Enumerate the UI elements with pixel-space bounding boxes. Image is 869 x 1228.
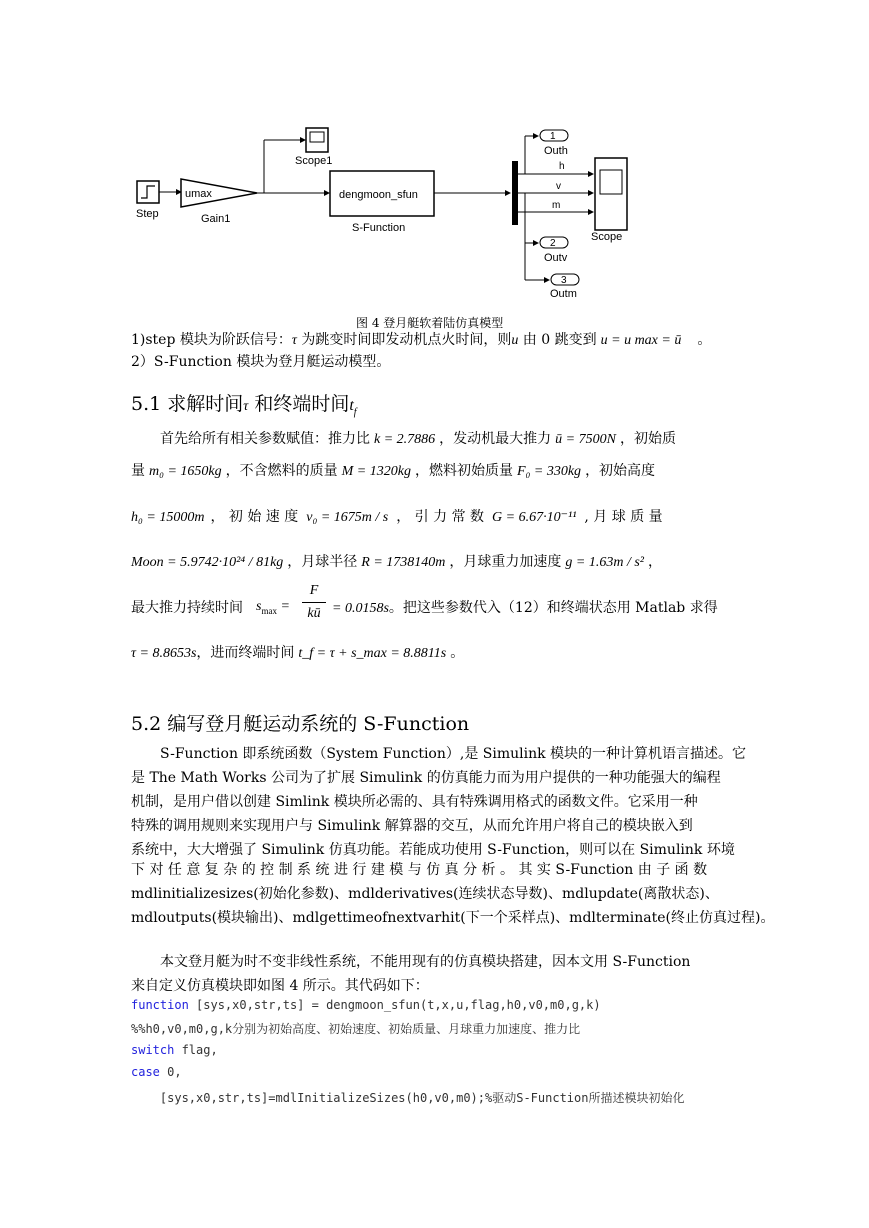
scope-label: Scope [591,231,623,243]
scope1-label: Scope1 [295,155,333,167]
step-block[interactable] [136,181,159,220]
code-line-1: function [sys,x0,str,ts] = dengmoon_sfun(t,x,u,flag,h0,v0,m0,g,k) [131,998,601,1012]
sfun-para-line-4: 特殊的调用规则来实现用户与 Simulink 解算器的交互，从而允许用户将自己的模块嵌入到 [131,818,693,834]
scope-block[interactable] [591,158,627,243]
intro-para-line-1: 本文登月艇为时不变非线性系统，不能用现有的仿真模块搭建，因本文用 S-Function [160,954,691,970]
sfun-para-line-8: mdloutputs(模块输出)、mdlgettimeofnextvarhit(下一个采样点)、mdlterminate(终止仿真过程)。 [131,910,775,926]
smax-line-label: 最大推力持续时间 [131,600,243,616]
list-item-2: 2）S-Function 模块为登月艇运动模型。 [131,354,391,370]
section-5-1-heading: 5.1 求解时间τ 和终端时间$t_f$ [131,393,357,418]
step-label: Step [136,208,159,220]
list-item-1: 1)step 模块为阶跃信号：τ 为跳变时间即发动机点火时间，则u 由 0 跳变到 u = u max = ū 。 [131,332,712,348]
figure-caption: 图 4 登月艇软着陆仿真模型 [356,316,504,330]
outport-outh-label: Outh [544,145,568,157]
intro-para-line-2: 来自定义仿真模块即如图 4 所示。其代码如下： [131,978,429,994]
svg-text:2: 2 [550,238,556,249]
gain1-value: umax [185,188,212,200]
sfun-para-line-7: mdlinitializesizes(初始化参数)、mdlderivatives(连续状态导数)、mdlupdate(离散状态)、 [131,886,719,902]
smax-value-line: = 0.0158s。把这些参数代入（12）和终端状态用 Matlab 求得 [332,600,718,616]
fraction-bar [302,602,326,603]
param-line-4: Moon = 5.9742·10²⁴ / 81kg ，月球半径 R = 1738140m ，月球重力加速度 g = 1.63m / s² ， [131,554,662,570]
code-line-2: %%h0,v0,m0,g,k分别为初始高度、初始速度、初始质量、月球重力加速度、推力比 [131,1022,581,1036]
section-5-2-heading: 5.2 编写登月艇运动系统的 S-Function [131,713,470,735]
demux-block[interactable] [512,161,518,225]
fraction-denominator: kū [307,606,321,621]
svg-text:3: 3 [561,275,567,286]
outport-outv-label: Outv [544,252,568,264]
signal-h-label: h [559,161,565,172]
gain1-label: Gain1 [201,213,231,225]
s-function-block[interactable] [330,171,434,234]
svg-text:1: 1 [550,131,556,142]
sfun-para-line-2: 是 The Math Works 公司为了扩展 Simulink 的仿真能力而为用户提供的一种功能强大的编程 [131,770,721,786]
param-line-1: 首先给所有相关参数赋值：推力比 k = 2.7886 ，发动机最大推力 ū = 7500N ，初始质 [160,431,676,447]
param-line-3: h₀ = 15000m ， 初 始 速 度 v₀ = 1675m / s ， 引 力 常 数 G = 6.67·10⁻¹¹ , 月 球 质 量 [131,509,663,525]
sfun-para-line-6: 下 对 任 意 复 杂 的 控 制 系 统 进 行 建 模 与 仿 真 分 析 。 其 实 S-Function 由 子 函 数 [131,862,708,878]
outport-outh[interactable] [540,130,568,157]
fraction-numerator: F [309,583,319,598]
sfun-para-line-1: S-Function 即系统函数（System Function）,是 Simulink 模块的一种计算机语言描述。它 [160,746,747,762]
code-line-5: [sys,x0,str,ts]=mdlInitializeSizes(h0,v0,m0);%驱动S-Function所描述模块初始化 [131,1091,685,1105]
outport-outm[interactable] [550,274,579,300]
param-line-2: 量 m₀ = 1650kg ，不含燃料的质量 M = 1320kg ，燃料初始质量 F₀ = 330kg ，初始高度 [131,463,656,479]
signal-v-label: v [556,181,561,192]
smax-symbol: $s_{max}$ = [256,599,290,616]
scope1-block[interactable] [295,128,332,167]
sfun-para-line-5: 系统中，大大增强了 Simulink 仿真功能。若能成功使用 S-Function，则可以在 Simulink 环境 [131,842,735,858]
outport-outm-label: Outm [550,288,577,300]
s-function-label: S-Function [352,222,406,234]
signal-m-label: m [552,200,561,211]
simulink-model-diagram [125,118,645,303]
gain1-block[interactable] [181,179,257,225]
code-line-3: switch flag, [131,1043,218,1057]
outport-outv[interactable] [540,237,568,264]
terminal-time-line: τ = 8.8653s，进而终端时间 t_f = τ + s_max = 8.8811s 。 [131,645,465,661]
sfun-para-line-3: 机制，是用户借以创建 Simlink 模块所必需的、具有特殊调用格式的函数文件。它采用一种 [131,794,698,810]
code-line-4: case 0, [131,1065,182,1079]
s-function-name: dengmoon_sfun [339,189,418,201]
